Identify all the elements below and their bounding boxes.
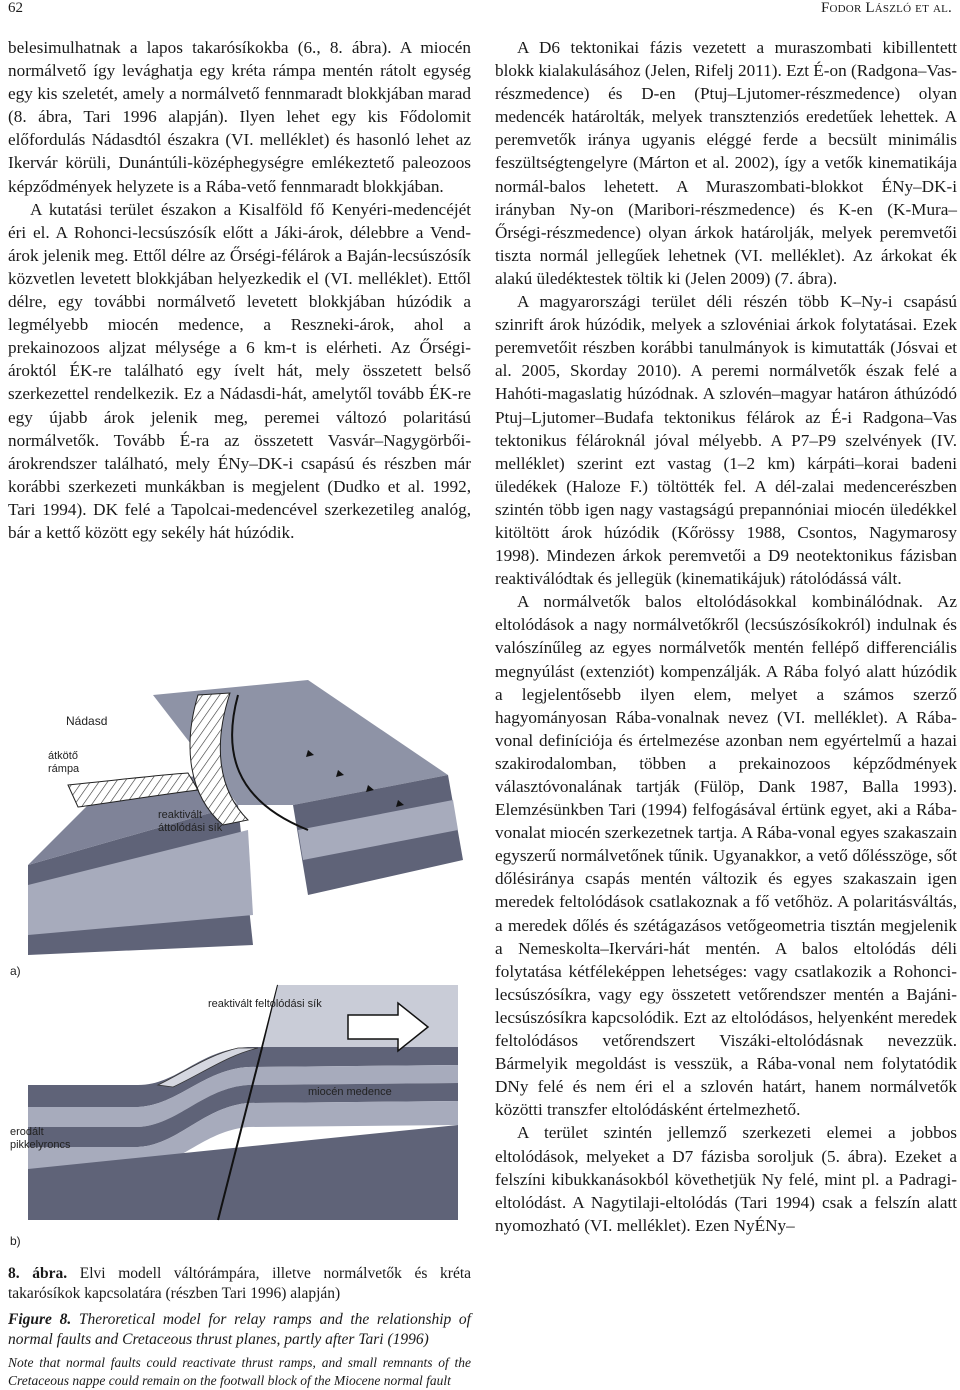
- label-ramp-2: rámpa: [48, 763, 80, 775]
- caption-en-note: Note that normal faults could reactivate thrust ramps, and small remnants of the Cretaceous nappe could remain on the footwall block of the Miocene normal fault: [8, 1355, 471, 1388]
- label-nadasd: Nádasd: [66, 714, 108, 728]
- label-eroded-2: pikkelyroncs: [10, 1139, 71, 1151]
- page-number: 62: [8, 0, 23, 16]
- label-miocene: miocén medence: [308, 1086, 392, 1098]
- caption-fig-num: 8. ábra.: [8, 1265, 68, 1282]
- label-reactivated-2: áttolódási sík: [158, 822, 223, 834]
- right-paragraph-3: A normálvetők balos eltolódásokkal kombinálódnak. Az eltolódások a nagy normálvetőkről (lecsúszósíkokról) indulnak és valószínűleg az egyes normálvetők mentén fellépő differenciális megnyúlást (extenziót) kompenzálják. A Rába folyó alatt húzódik a legjelentősebb ilyen elem, melyet a számos szerző hagyományosan Rába-vonalnak nevez (VI. melléklet). A Rába-vonal definíciója és értelmezése azonban nem egyértelmű a hazai szakirodalomban, többen a prekainozoos képződmények választóvonalának tartják (Fülöp, Dank 1987, Balla 1993). Elemzésünkben Tari (1994) felfogásával értünk egyet, aki a Rába-vonalat miocén szerkezetnek tartja. A Rába-vonal egyes szakaszain egyszerű normálvetőnek tűnik. Ugyanakkor, a vető dőlésszöge, sőt dőlésiránya csapás mentén változik és egyes szakaszain igen meredek feltolódások csatlakoznak a fő vetőhöz. A polaritásváltás, a meredek dőlés és szétágazásos vetőgeometria tisztán megjelenik a Nemeskolta–Ikervári-hát mentén. A balos eltolódás déli folytatása kétféleképpen lehetséges: vagy csatlakozik a Rohonci-lecsúszósíkra, vagy egy összetett vetőrendszer mentén a Bajáni-lecsúszósíkra kapcsolódik. Ezt az eltolódásos, helyenként meredek feltolódásos vetőrendszert Viszáki-eltolódásnak nevezzük. Bármelyik megoldást is vesszük, a Rába-vonal nem folytatódik DNy felé és nem éri el a szlovén határt, hanem normálvetők közötti transzfer eltolódásként értelmezhető.: [495, 592, 957, 1120]
- right-paragraph-2: A magyarországi terület déli részén több K–Ny-i csapású szinrift árok húzódik, melyek a szlovéniai árkok folytatásai. Ezek peremvetőit részben korábbi tanulmányok is kimutatták (Jósvai et al. 2005, Skorday 2010). A peremi normálvetők észak felé a Hahóti-magaslatig húzódnak. A szlovén–magyar határon áthúzódó Ptuj–Ljutomer–Budafa tektonikus félárok az É-i Radgona–Vas tektonikus félároknál jóval mélyebb. A P7–P9 szelvények (IV. melléklet) szerint ezt vastag (1–2 km) kárpáti–korai badeni üledékek (Haloze F.) töltötték fel. A dél-zalai medencerészben szintén több igen nagy vastagságú prepannóniai miocén üledékkel kitöltött árok húzódik (Kőrössy 1988, Csontos, Nagymarosy 1998). Mindezen árkok peremvetői a D9 neotektonikus fázisban reaktiválódtak és jellegük (kinematikájuk) rátolódássá vált.: [495, 292, 957, 589]
- figure-caption: [8, 1264, 471, 1390]
- caption-hu-text: Elvi modell váltórámpára, illetve normálvetők és kréta takarósíkok kapcsolatára (részben Tari 1996) alapján): [8, 1265, 472, 1302]
- right-column: [495, 36, 957, 1237]
- left-paragraph-1: belesimulhatnak a lapos takarósíkokba (6., 8. ábra). A miocén normálvető így levághatja egy kréta rámpa mentén rátolt egység egy kis szeletét, amely a normálvető fennmaradt blokkjában marad (8. ábra, Tari 1996 alapján). Ilyen lehet egy kis Fődolomit előfordulás Nádasdtól északra (VI. melléklet) és hasonló lehet az Ikervár körüli, Dunántúli-középhegységre emlékeztető paleozoos képződmények helyzete is a Rába-vető fennmaradt blokkjában.: [8, 38, 471, 196]
- running-head: Fodor László et al.: [820, 0, 952, 16]
- panel-b-letter: b): [10, 1234, 21, 1248]
- right-paragraph-4: A terület szintén jellemző szerkezeti elemei a jobbos eltolódások, melyeket a D7 fázisba soroljuk (5. ábra). Ezeket a felszíni kibukkanásokból követhetjük Ny felé, mint pl. a Padragi-eltolódást. A Nagytilaji-eltolódás (Tari 1994) csak a felszín alatt nyomozható (VI. melléklet). Ezen NyÉNy–: [495, 1123, 957, 1235]
- label-eroded-1: erodált: [10, 1126, 44, 1138]
- left-paragraph-2: A kutatási terület északon a Kisalföld fő Kenyéri-medencéjét éri el. A Rohonci-lecsúszósík előtt a Jáki-árok, délebbre a Vend-árok jelenik meg. Ettől délre az Őrségi-félárok a Baján-lecsúszósík közvetlen levetett blokkjában helyezkedik el (VI. melléklet). Ettől délre, egy további normálvető levetett blokkjában húzódik a legmélyebb miocén medence, a Reszneki-árok, ahol a prekainozoos aljzat mélysége a 6 km-t is elérheti. Az Őrségi-ároktól ÉK-re található egy ívelt hát, mely összetett belső szerkezettel rendelkezik. Ez a Nádasdi-hát, amelytől tovább ÉK-re egy újabb árok jelenik meg, peremei változó polaritású normálvetők. Tovább É-ra az összetett Vasvár–Nagygörbői-árokrendszer található, mely ÉNy–DK-i csapású és részben már korábbi szerkezeti munkákban is megjelent (Dudko et al. 1992, Tari 1994). DK felé a Tapolcai-medencével szerkezetileg analóg, bár a kettő között egy sekély hát húzódik.: [8, 199, 471, 542]
- right-paragraph-1: A D6 tektonikai fázis vezetett a muraszombati kibillentett blokk kialakulásához (Jelen, Rifelj 2011). Ezt É-on (Radgona–Vas-részmedence) és D-en (Ptuj–Ljutomer-részmedence) olyan medencék határolták, melyek transztenziós eredetűek lehettek. A peremvetők iránya ugyanis eléggé ferde a becsült minimális feszültségtengelyre (Márton et al. 2002), így a vetők kinematikája normál-balos lehetett. A Muraszombati-blokkot ÉNy–DK-i irányban Ny-on (Maribori-részmedence) és K-en (K-Mura–Őrségi-részmedence) olyan árkok határolják, melyek peremvetői tiszta normál jellegűek lehetnek (VI. melléklet). Az árkokat ék alakú üledéktestek töltik ki (Jelen 2009) (7. ábra).: [495, 38, 957, 288]
- label-reactivated-1: reaktivált: [158, 809, 203, 821]
- caption-en-num: Figure 8.: [8, 1311, 72, 1328]
- label-ramp-1: átkötő: [48, 750, 78, 762]
- label-reactivated-b: reaktivált feltolódási sík: [208, 998, 322, 1010]
- left-column: [8, 36, 471, 544]
- page-header: [8, 0, 952, 22]
- caption-en-title: Theroretical model for relay ramps and the relationship of normal faults and Cretaceous thrust planes, partly after Tari (1996): [8, 1311, 471, 1348]
- figure-8: [8, 655, 471, 1255]
- panel-a-letter: a): [10, 964, 21, 978]
- caption-hu: [8, 1264, 471, 1304]
- panel-b-cross-section: [28, 975, 458, 1220]
- figure-8-illustration: [8, 655, 471, 1255]
- caption-en: [8, 1310, 471, 1350]
